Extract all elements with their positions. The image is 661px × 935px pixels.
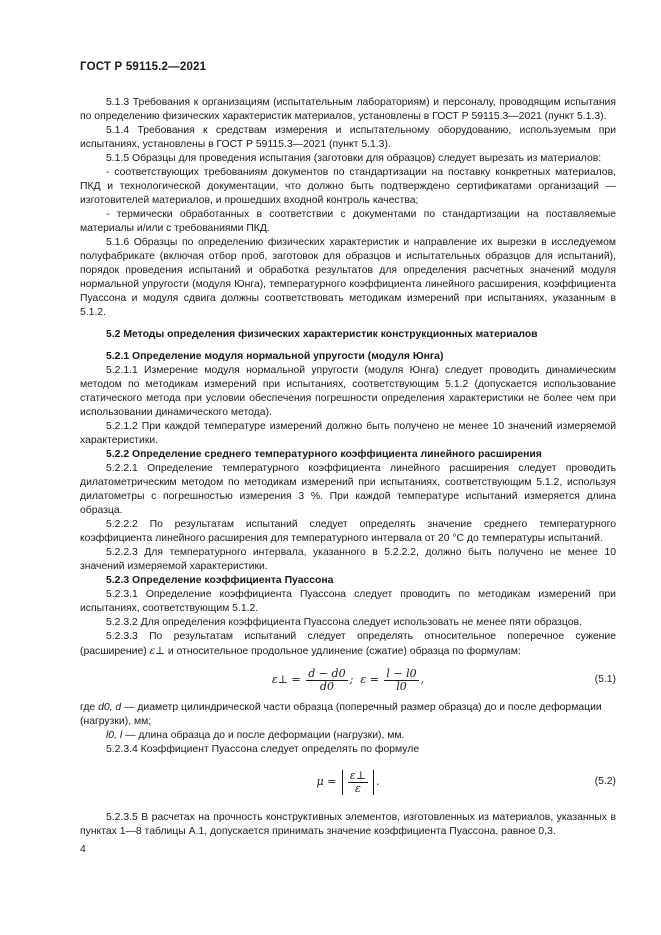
document-body	[80, 96, 616, 839]
absolute-value	[342, 770, 374, 795]
paragraph-5-2-3-2: 5.2.3.2 Для определения коэффициента Пуассона следует использовать не менее пяти образцов.	[106, 617, 582, 628]
epsilon-perp-symbol: ε⊥	[149, 645, 165, 657]
formula-number: (5.1)	[594, 674, 616, 685]
page-header: ГОСТ Р 59115.2—2021	[80, 61, 207, 73]
formula-lhs: μ	[316, 775, 324, 788]
formula-legend: l0, l — длина образца до и после деформации (нагрузки), мм.	[106, 730, 405, 741]
section-heading-5-2: 5.2 Методы определения физических характеристик конструкционных материалов	[106, 329, 538, 340]
paragraph-5-2-3-5: 5.2.3.5 В расчетах на прочность конструктивных элементов, изготовленных из материалов, указанных в пунктах 1—8 таблицы А.1, допускается принимать значение коэффициента Пуассона, равное 0,3.	[80, 812, 616, 837]
formula-number: (5.2)	[594, 776, 616, 787]
paragraph-5-2-3-1: 5.2.3.1 Определение коэффициента Пуассона следует проводить по методикам измерений при испытаниях, соответствующим 5.1.2.	[80, 589, 616, 614]
paragraph-5-2-3-3: 5.2.3.3 По результатам испытаний следует определять относительное поперечное сужение (расширение) ε⊥ и относительное продольное удлинение (сжатие) образца по формулам:	[80, 631, 616, 657]
list-item: - термически обработанных в соответствии с документами по стандартизации на поставляемые материалы и/или с требованиями ПКД.	[80, 209, 616, 234]
paragraph-5-2-2-1: 5.2.2.1 Определение температурного коэффициента линейного расширения следует проводить дилатометрическим методом по методикам измерений при испытаниях, соответствующим 5.1.2, используя дилатометры с погрешностью измерения 3 %. При каждой температуре испытаний измеряется длина образца.	[80, 463, 616, 516]
subsection-heading-5-2-3: 5.2.3 Определение коэффициента Пуассона	[106, 575, 334, 586]
paragraph-5-1-6: 5.1.6 Образцы по определению физических характеристик и направление их вырезки в исследуемом полуфабрикате (включая отбор проб, заготовок для образцов и испытательных образцов для испытаний), порядок проведения испытаний и обработка результатов для определения расчетных значений модуля нормальной упругости (модуля Юнга), температурного коэффициента линейного расширения, коэффициента Пуассона и модуля сдвига должны соответствовать методикам измерений при испытаниях, указанным в 5.1.2.	[80, 237, 616, 318]
list-item: - соответствующих требованиям документов по стандартизации на поставку конкретных материалов, ПКД и технологической документации, что должно быть подтверждено сертификатами организаций — изготовителей материалов, и прошедших входной контроль качества;	[80, 167, 616, 206]
fraction: $\frac{\varepsilon\perp}{\varepsilon}$	[349, 768, 367, 795]
formula-5-2: μ = $\frac{\varepsilon\perp}{\varepsilon}$ . (5.2)	[316, 768, 616, 795]
paragraph-5-2-2-2: 5.2.2.2 По результатам испытаний следует определять значение среднего температурного коэффициента линейного расширения для температурного интервала от 20 °С до температуры испытаний.	[80, 519, 616, 544]
paragraph-5-1-3: 5.1.3 Требования к организациям (испытательным лабораториям) и персоналу, проводящим испытания по определению физических характеристик материалов, установлены в ГОСТ Р 59115.3—2021 (пункт 5.1.3).	[80, 97, 616, 122]
paragraph-5-1-4: 5.1.4 Требования к средствам измерения и испытательному оборудованию, используемым при испытаниях, установлены в ГОСТ Р 59115.3—2021 (пункт 5.1.3).	[80, 125, 616, 150]
page-number: 4	[80, 844, 86, 855]
subsection-heading-5-2-2: 5.2.2 Определение среднего температурного коэффициента линейного расширения	[106, 449, 542, 460]
paragraph-5-2-1-2: 5.2.1.2 При каждой температуре измерений должно быть получено не менее 10 значений измеряемой характеристики.	[80, 421, 616, 446]
formula-5-1: ε⊥ = $\frac{d - d0}{d0}$ ; ε = $\frac{l - l0}{l0}$ , (5.1)	[271, 666, 616, 693]
subsection-heading-5-2-1: 5.2.1 Определение модуля нормальной упругости (модуля Юнга)	[106, 351, 444, 362]
paragraph-5-1-5: 5.1.5 Образцы для проведения испытания (заготовки для образцов) следует вырезать из материалов:	[106, 153, 602, 164]
paragraph-5-2-3-4: 5.2.3.4 Коэффициент Пуассона следует определять по формуле	[106, 744, 420, 755]
paragraph-5-2-2-3: 5.2.2.3 Для температурного интервала, указанного в 5.2.2.2, должно быть получено не менее 10 значений измеряемой характеристики.	[80, 547, 616, 572]
formula-lhs: ε	[360, 673, 367, 686]
paragraph-5-2-1-1: 5.2.1.1 Измерение модуля нормальной упругости (модуля Юнга) следует проводить динамическим методом по методикам измерений при испытаниях, соответствующим 5.1.2 (допускается использование статического метода при условии обеспечения погрешности определения характеристики не более чем при использовании динамического метода).	[80, 365, 616, 418]
formula-lhs: ε⊥	[271, 673, 289, 686]
formula-legend: где d0, d — диаметр цилиндрической части образца (поперечный размер образца) до и после деформации (нагрузки), мм;	[80, 702, 602, 727]
fraction: $\frac{d - d0}{d0}$	[308, 666, 346, 693]
fraction: $\frac{l - l0}{l0}$	[386, 666, 417, 693]
